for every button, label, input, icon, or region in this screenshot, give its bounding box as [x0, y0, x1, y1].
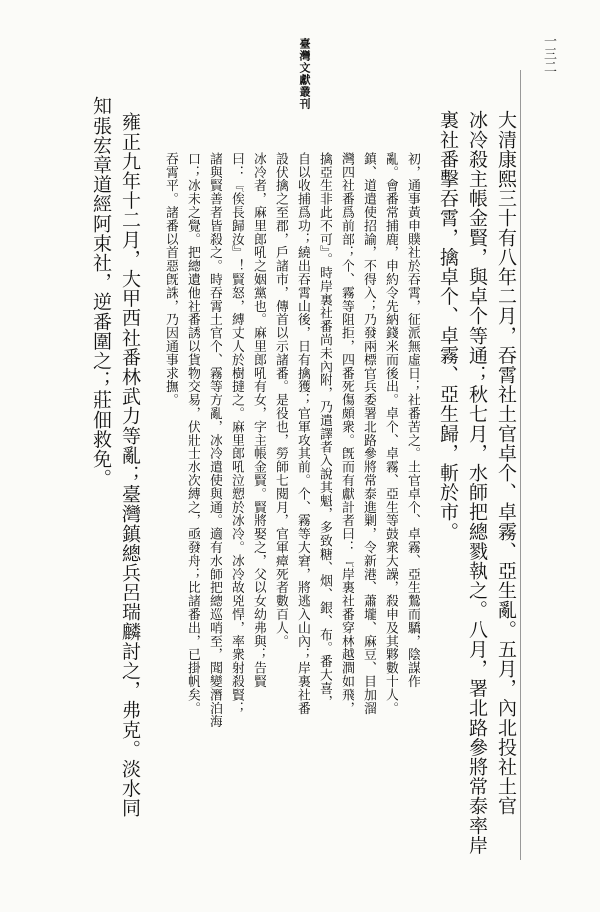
text-column-7: 灣四社番爲前部；个、霧等阻拒，四番死傷頗衆。旣而有獻計者曰：『岸裏社番穿林越澗如飛， [339, 152, 354, 715]
text-column-17: 知張宏章道經阿束社，逆番圍之；莊佃救免。 [90, 96, 112, 488]
text-column-3: 裏社番擊吞霄，擒卓个、卓霧、亞生歸，斬於市。 [437, 110, 459, 542]
text-column-6: 鎮、道遣使招諭，不得入；乃發兩標官兵委署北路參將常泰進剿，令新港、蕭壠、麻豆、目加溜 [361, 152, 376, 715]
text-column-12: 曰：『俟長歸汝』！賢怒，縛丈人於樹撻之。麻里郎吼泣愬於冰冷。冰冷故兇悍，率衆射殺賢； [229, 152, 244, 715]
text-column-13: 諸與賢善者皆殺之。時吞霄土官个、霧等方亂，冰冷遣使與通。適有水師把總巡哨至，聞變潛泊海 [207, 152, 222, 729]
running-head: 臺灣文獻叢刊 [298, 38, 311, 110]
text-column-5: 亂。會番常捕鹿，申約令先納錢米而後出。卓个、卓霧、亞生等鼓衆大譟，殺申及其夥數十人。 [383, 152, 398, 715]
text-column-10: 設伏擒之至郡，戶諸市，傳首以示諸番。是役也，勞師七閱月，官軍瘴死者數百人。 [273, 152, 288, 648]
text-column-4: 初，通事黃申贌社於吞霄，征派無虛日；社番苦之。土官卓个、卓霧、亞生鷙而驕，陰謀作 [405, 152, 420, 688]
text-column-1: 大清康熙三十有八年二月，吞霄社土官卓个、卓霧、亞生亂。五月，內北投社土官 [495, 110, 517, 816]
text-column-2: 冰冷殺主帳金賢，與卓个等通；秋七月，水師把總戮執之。八月，署北路參將常泰率岸 [466, 110, 488, 855]
text-column-16: 雍正九年十二月，大甲西社番林武力等亂；臺灣鎮總兵呂瑞麟討之，弗克。淡水同 [119, 112, 141, 818]
text-column-15: 吞霄平。諸番以首惡旣誅，乃因通事求撫。 [163, 152, 178, 407]
text-column-8: 擒亞生非此不可』。時岸裏社番尚未內附，乃遣譯者入說其魁，多致糖、烟、銀、布。番大喜， [317, 152, 332, 709]
text-column-14: 口；冰未之覺。把總遺他社番誘以貨物交易，伏壯士水次縛之，亟發舟；比諸番出，已掛帆矣。 [185, 152, 200, 715]
page-number: 一三二 [541, 34, 556, 73]
margin-rule [520, 70, 521, 860]
text-column-9: 自以收捕爲功；繞出吞霄山後，日有擒獲；官軍攻其前。个、霧等大窘，將逃入山內；岸裏社番 [295, 152, 310, 715]
text-column-11: 冰冷者，麻里郎吼之姻黨也。麻里郎吼有女，字主帳金賢。賢將娶之，父以女幼弗與；告賢 [251, 152, 266, 688]
